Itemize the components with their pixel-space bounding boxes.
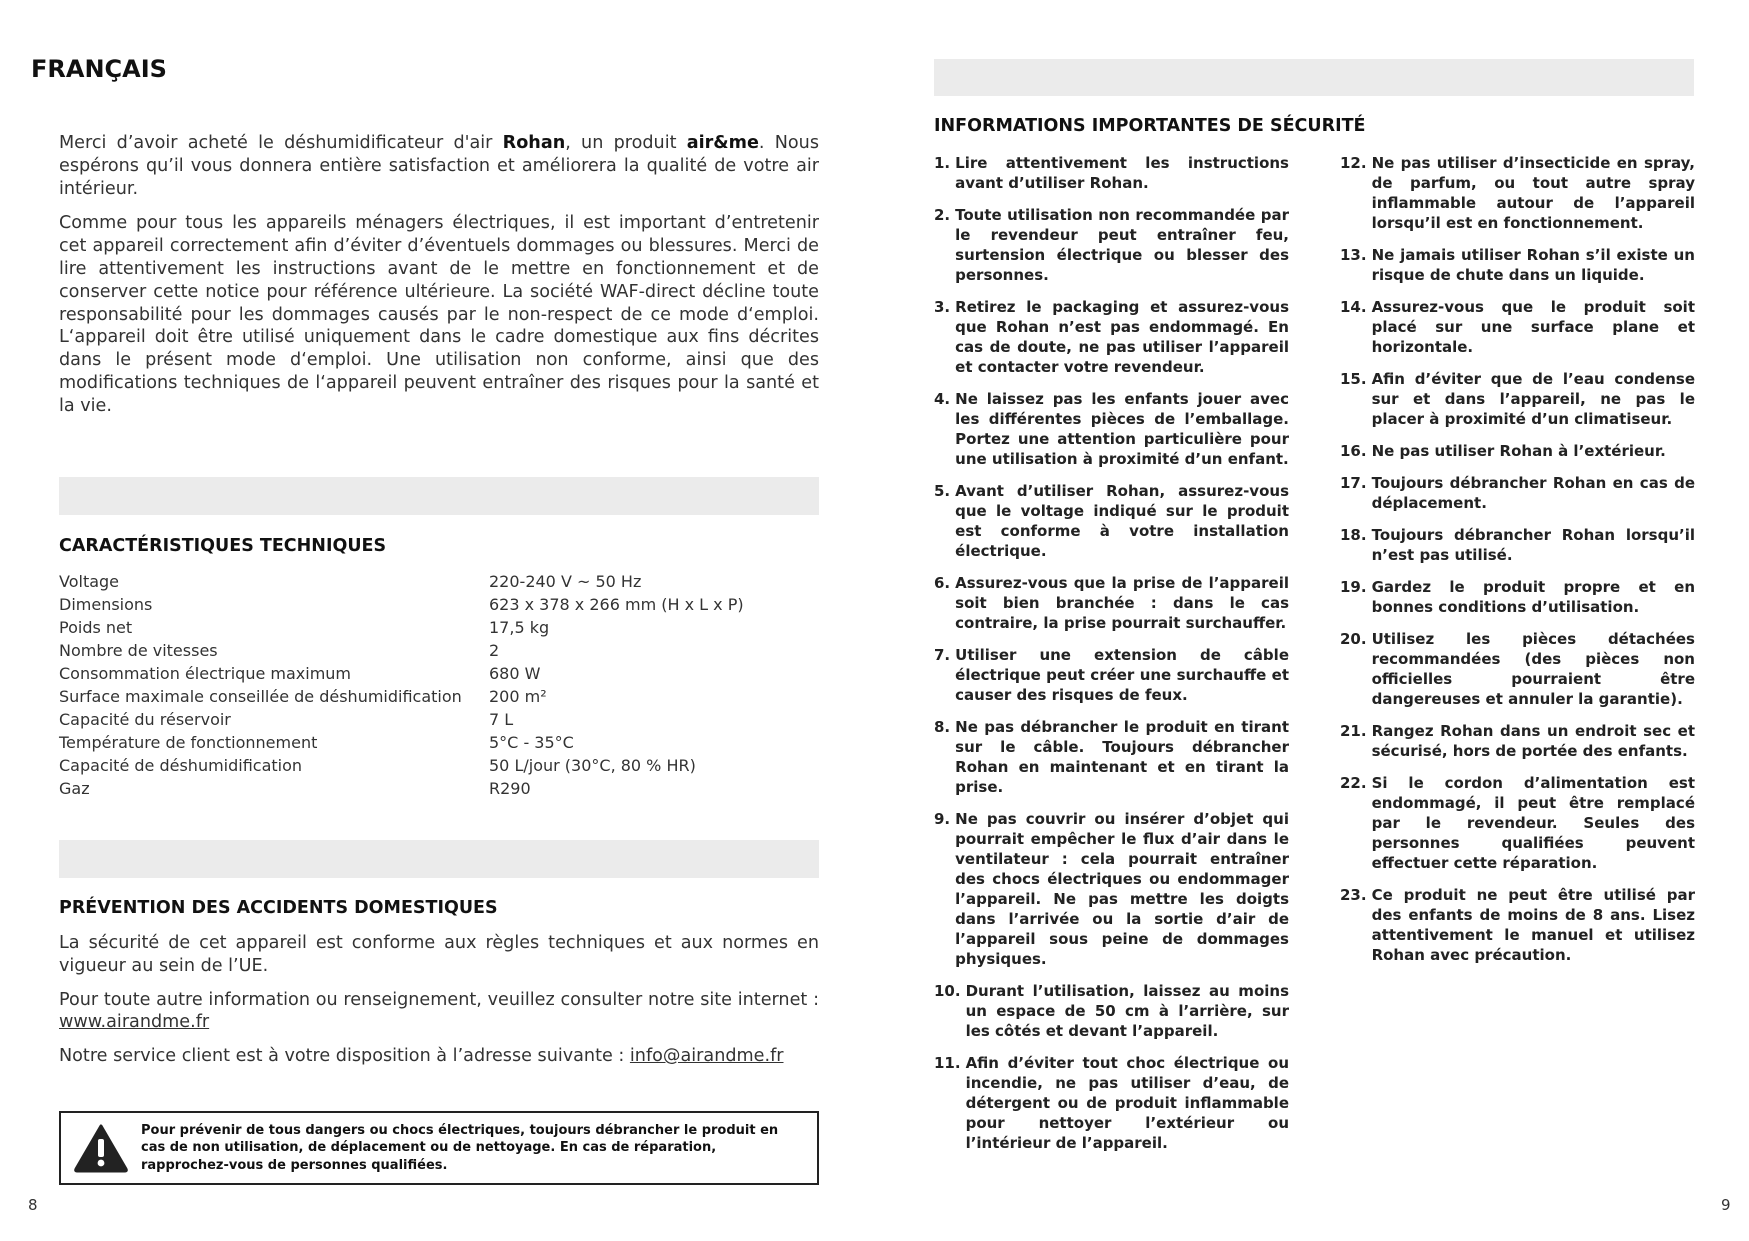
spec-label: Dimensions	[59, 595, 153, 614]
page-number: 8	[28, 1196, 38, 1214]
spec-row	[59, 616, 819, 639]
intro-section	[59, 132, 819, 430]
specs-table	[59, 570, 819, 800]
safety-item	[1340, 577, 1695, 617]
safety-item-number: 3.	[934, 298, 951, 316]
safety-item-number: 7.	[934, 646, 951, 664]
safety-item	[1340, 525, 1695, 565]
safety-item-number: 6.	[934, 574, 951, 592]
warning-box	[59, 1111, 819, 1185]
safety-item-text: Rangez Rohan dans un endroit sec et sécurisé, hors de portée des enfants.	[1371, 722, 1695, 760]
safety-item	[934, 573, 1289, 633]
spec-label: Capacité du réservoir	[59, 710, 231, 729]
safety-item	[934, 981, 1289, 1041]
spec-label: Surface maximale conseillée de déshumidification	[59, 687, 462, 706]
intro-paragraph-2: Comme pour tous les appareils ménagers électriques, il est important d’entretenir cet appareil correctement afin d’éviter d’éventuels dommages ou blessures. Merci de lire attentivement les instructions avant de le mettre en fonctionnement et de conserver cette notice pour référence ultérieure. La société WAF-direct décline toute responsabilité pour les dommages causés par le non-respect de ce mode d‘emploi. L‘appareil doit être utilisé uniquement dans le cadre domestique aux fins décrites dans le présent mode d‘emploi. Une utilisation non conforme, ainsi que des modifications techniques de l‘appareil peuvent entraîner des risques pour la santé et la vie.	[59, 213, 819, 416]
safety-item-number: 11.	[934, 1054, 961, 1072]
language-title: FRANÇAIS	[31, 55, 167, 83]
spec-row	[59, 777, 819, 800]
safety-item-text: Ne pas utiliser Rohan à l’extérieur.	[1371, 442, 1666, 460]
section-banner	[59, 840, 819, 878]
safety-item-text: Toujours débrancher Rohan en cas de déplacement.	[1371, 474, 1695, 512]
safety-item-text: Assurez-vous que le produit soit placé sur une surface plane et horizontale.	[1371, 298, 1695, 356]
safety-item	[934, 717, 1289, 797]
safety-item	[1340, 721, 1695, 761]
safety-item-number: 19.	[1340, 578, 1367, 596]
safety-item	[1340, 473, 1695, 513]
prevention-section	[59, 932, 819, 1079]
brand-rohan: Rohan	[502, 133, 566, 153]
safety-item	[934, 481, 1289, 561]
safety-item-text: Durant l’utilisation, laissez au moins un espace de 50 cm à l’arrière, sur les côtés et devant l’appareil.	[965, 982, 1289, 1040]
spec-label: Gaz	[59, 779, 90, 798]
safety-item-number: 21.	[1340, 722, 1367, 740]
safety-item-number: 17.	[1340, 474, 1367, 492]
safety-item-number: 2.	[934, 206, 951, 224]
spec-row	[59, 639, 819, 662]
safety-item-text: Afin d’éviter tout choc électrique ou incendie, ne pas utiliser d’eau, de détergent ou de produit inflammable pour nettoyer l’extérieur ou l’intérieur de l’appareil.	[965, 1054, 1289, 1152]
safety-item-text: Ce produit ne peut être utilisé par des enfants de moins de 8 ans. Lisez attentivement le manuel et utilisez Rohan avec précaution.	[1371, 886, 1695, 964]
spec-value: 7 L	[489, 710, 514, 729]
safety-item	[1340, 885, 1695, 965]
warning-triangle-icon	[61, 1113, 141, 1183]
spec-label: Température de fonctionnement	[59, 733, 318, 752]
spec-row	[59, 570, 819, 593]
safety-item-number: 16.	[1340, 442, 1367, 460]
spec-row	[59, 662, 819, 685]
intro-paragraph-1: Merci d’avoir acheté le déshumidificateur d'air Rohan, un produit air&me. Nous espérons qu’il vous donnera entière satisfaction et améliorera la qualité de votre air intérieur.	[59, 133, 819, 199]
spec-value: 5°C - 35°C	[489, 733, 574, 752]
safety-item-text: Retirez le packaging et assurez-vous que Rohan n’est pas endommagé. En cas de doute, ne pas utiliser l’appareil et contacter votre revendeur.	[955, 298, 1289, 376]
safety-item-number: 14.	[1340, 298, 1367, 316]
safety-item-number: 15.	[1340, 370, 1367, 388]
page-number: 9	[1721, 1196, 1731, 1214]
spec-value: 2	[489, 641, 500, 660]
right-page	[875, 0, 1749, 1241]
section-banner	[934, 59, 1694, 96]
spec-label: Voltage	[59, 572, 120, 591]
safety-item-number: 12.	[1340, 154, 1367, 172]
safety-item-text: Ne pas couvrir ou insérer d’objet qui pourrait empêcher le flux d’air dans le ventilateur : cela pourrait entraîner des chocs électriques ou endommager l’appareil. Ne pas mettre les doigts dans l’arrivée ou la sortie d’air de l’appareil sous peine de dommages physiques.	[955, 810, 1289, 968]
safety-item-number: 4.	[934, 390, 951, 408]
safety-item-number: 13.	[1340, 246, 1367, 264]
safety-item-number: 23.	[1340, 886, 1367, 904]
safety-item	[1340, 441, 1695, 461]
spec-value: 220-240 V ~ 50 Hz	[489, 572, 642, 591]
website-link[interactable]: www.airandme.fr	[59, 1012, 210, 1033]
section-banner	[59, 477, 819, 515]
safety-item-text: Afin d’éviter que de l’eau condense sur et dans l’appareil, ne pas le placer à proximité d’un climatiseur.	[1371, 370, 1695, 428]
safety-item-number: 22.	[1340, 774, 1367, 792]
safety-item-text: Utilisez les pièces détachées recommandées (des pièces non officielles pourraient être dangereuses et annuler la garantie).	[1371, 630, 1695, 708]
safety-item	[934, 153, 1289, 193]
spec-label: Capacité de déshumidification	[59, 756, 303, 775]
safety-item-number: 9.	[934, 810, 951, 828]
safety-item	[934, 645, 1289, 705]
spec-row	[59, 708, 819, 731]
safety-item	[934, 389, 1289, 469]
safety-item-number: 1.	[934, 154, 951, 172]
spec-row	[59, 685, 819, 708]
safety-item-text: Gardez le produit propre et en bonnes conditions d’utilisation.	[1371, 578, 1695, 616]
safety-item-text: Toute utilisation non recommandée par le revendeur peut entraîner feu, surtension électrique ou blesser des personnes.	[955, 206, 1289, 284]
spec-label: Nombre de vitesses	[59, 641, 218, 660]
prevention-paragraph-1: La sécurité de cet appareil est conforme aux règles techniques et aux normes en vigueur au sein de l’UE.	[59, 933, 819, 976]
safety-item-text: Si le cordon d’alimentation est endommagé, il peut être remplacé par le revendeur. Seules des personnes qualifiées peuvent effectuer cette réparation.	[1371, 774, 1695, 872]
spec-value: 50 L/jour (30°C, 80 % HR)	[489, 756, 696, 775]
spec-value: R290	[489, 779, 531, 798]
safety-item-number: 10.	[934, 982, 961, 1000]
safety-title: INFORMATIONS IMPORTANTES DE SÉCURITÉ	[934, 116, 1366, 136]
safety-item	[1340, 153, 1695, 233]
spec-value: 17,5 kg	[489, 618, 550, 637]
safety-item	[934, 205, 1289, 285]
safety-item-text: Ne pas débrancher le produit en tirant sur le câble. Toujours débrancher Rohan en maintenant et en tirant la prise.	[955, 718, 1289, 796]
safety-item-number: 20.	[1340, 630, 1367, 648]
specs-title: CARACTÉRISTIQUES TECHNIQUES	[59, 536, 387, 556]
safety-item-number: 8.	[934, 718, 951, 736]
safety-item-number: 18.	[1340, 526, 1367, 544]
spec-value: 623 x 378 x 266 mm (H x L x P)	[489, 595, 744, 614]
safety-item	[934, 297, 1289, 377]
left-page	[0, 0, 874, 1241]
prevention-title: PRÉVENTION DES ACCIDENTS DOMESTIQUES	[59, 898, 498, 918]
spec-row	[59, 731, 819, 754]
safety-item	[1340, 773, 1695, 873]
spec-value: 680 W	[489, 664, 541, 683]
spec-row	[59, 593, 819, 616]
spec-value: 200 m²	[489, 687, 547, 706]
safety-item	[1340, 369, 1695, 429]
safety-item	[934, 809, 1289, 969]
safety-item	[1340, 629, 1695, 709]
prevention-paragraph-2: Pour toute autre information ou renseignement, veuillez consulter notre site internet : www.airandme.fr	[59, 989, 819, 1033]
safety-item-number: 5.	[934, 482, 951, 500]
spec-label: Poids net	[59, 618, 133, 637]
safety-item	[934, 1053, 1289, 1153]
safety-item-text: Ne pas utiliser d’insecticide en spray, de parfum, ou tout autre spray inflammable autour de l’appareil lorsqu’il est en fonctionnement.	[1371, 154, 1695, 232]
safety-item-text: Assurez-vous que la prise de l’appareil soit bien branchée : dans le cas contraire, la prise pourrait surchauffer.	[955, 574, 1289, 632]
safety-item-text: Ne laissez pas les enfants jouer avec les différentes pièces de l’emballage. Portez une attention particulière pour une utilisation à proximité d’un enfant.	[955, 390, 1289, 468]
safety-item-text: Lire attentivement les instructions avant d’utiliser Rohan.	[955, 154, 1289, 192]
safety-list-column-1	[934, 153, 1289, 1165]
safety-item-text: Utiliser une extension de câble électrique peut créer une surchauffe et causer des risques de feux.	[955, 646, 1289, 704]
email-link[interactable]: info@airandme.fr	[629, 1046, 784, 1067]
safety-item-text: Avant d’utiliser Rohan, assurez-vous que le voltage indiqué sur le produit est conforme à votre installation électrique.	[955, 482, 1289, 560]
spec-row	[59, 754, 819, 777]
prevention-paragraph-3: Notre service client est à votre disposition à l’adresse suivante : info@airandme.fr	[59, 1046, 784, 1067]
brand-airandme: air&me	[686, 133, 759, 153]
safety-item	[1340, 245, 1695, 285]
spec-label: Consommation électrique maximum	[59, 664, 352, 683]
warning-text: Pour prévenir de tous dangers ou chocs électriques, toujours débrancher le produit en cas de non utilisation, de déplacement ou de nettoyage. En cas de réparation, rapprochez-vous de personnes qualifiées.	[141, 1122, 779, 1173]
safety-item	[1340, 297, 1695, 357]
safety-item-text: Toujours débrancher Rohan lorsqu’il n’est pas utilisé.	[1371, 526, 1695, 564]
safety-item-text: Ne jamais utiliser Rohan s’il existe un risque de chute dans un liquide.	[1371, 246, 1695, 284]
safety-list-column-2	[1340, 153, 1695, 977]
